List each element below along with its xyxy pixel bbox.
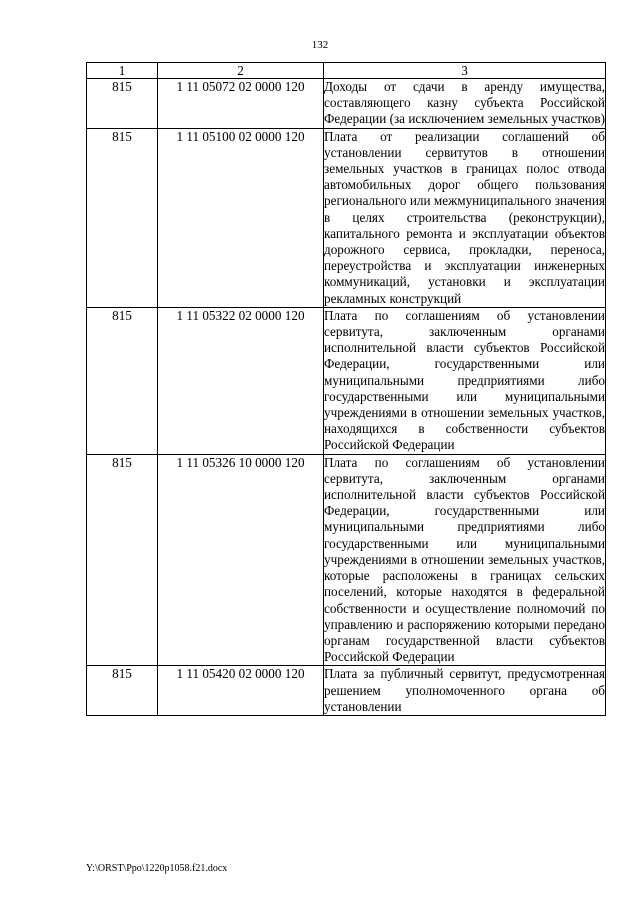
table-header-row: [87, 63, 606, 79]
kbk-code-cell: 1 11 05420 02 0000 120: [158, 666, 324, 716]
kbk-code-cell: 1 11 05326 10 0000 120: [158, 454, 324, 666]
table-row: [87, 79, 606, 129]
admin-code-cell: 815: [87, 454, 158, 666]
admin-code-cell: 815: [87, 307, 158, 454]
file-path-footer: Y:\ORST\Ppo\1220p1058.f21.docx: [86, 863, 228, 874]
description-cell: Плата от реализации соглашений об установлении сервитутов в отношении земельных участков в границах полос отвода автомобильных дорог общего пользования регионального или межмуниципального значения в целях строительства (реконструкции), капитального ремонта и эксплуатации объектов дорожного сервиса, прокладки, переноса, переустройства и эксплуатации инженерных коммуникаций, установки и эксплуатации рекламных конструкций: [324, 128, 605, 306]
header-col-3: 3: [324, 63, 606, 79]
kbk-code-cell: 1 11 05072 02 0000 120: [158, 79, 324, 129]
description-cell: Плата за публичный сервитут, предусмотренная решением уполномоченного органа об установлении: [324, 666, 605, 714]
kbk-code-cell: 1 11 05322 02 0000 120: [158, 307, 324, 454]
table-row: [87, 454, 606, 666]
header-col-1: 1: [87, 63, 158, 79]
header-col-2: 2: [158, 63, 324, 79]
table-row: [87, 307, 606, 454]
description-cell: Доходы от сдачи в аренду имущества, составляющего казну субъекта Российской Федерации (за исключением земельных участков): [324, 79, 605, 127]
revenue-codes-table: [86, 62, 606, 716]
table-row: [87, 128, 606, 307]
page-number: 132: [311, 39, 329, 51]
description-cell: Плата по соглашениям об установлении сервитута, заключенным органами исполнительной власти субъектов Российской Федерации, государственными или муниципальными предприятиями либо государственными или муниципальными учреждениями в отношении земельных участков, которые расположены в границах сельских поселений, которые находятся в федеральной собственности и осуществление полномочий по управлению и распоряжению которыми передано органам государственной власти субъектов Российской Федерации: [324, 454, 605, 665]
description-cell: Плата по соглашениям об установлении сервитута, заключенным органами исполнительной власти субъектов Российской Федерации, государственными или муниципальными предприятиями либо государственными или муниципальными учреждениями в отношении земельных участков, находящихся в собственности субъектов Российской Федерации: [324, 307, 605, 453]
table-row: [87, 666, 606, 716]
admin-code-cell: 815: [87, 666, 158, 716]
admin-code-cell: 815: [87, 128, 158, 307]
admin-code-cell: 815: [87, 79, 158, 129]
kbk-code-cell: 1 11 05100 02 0000 120: [158, 128, 324, 307]
